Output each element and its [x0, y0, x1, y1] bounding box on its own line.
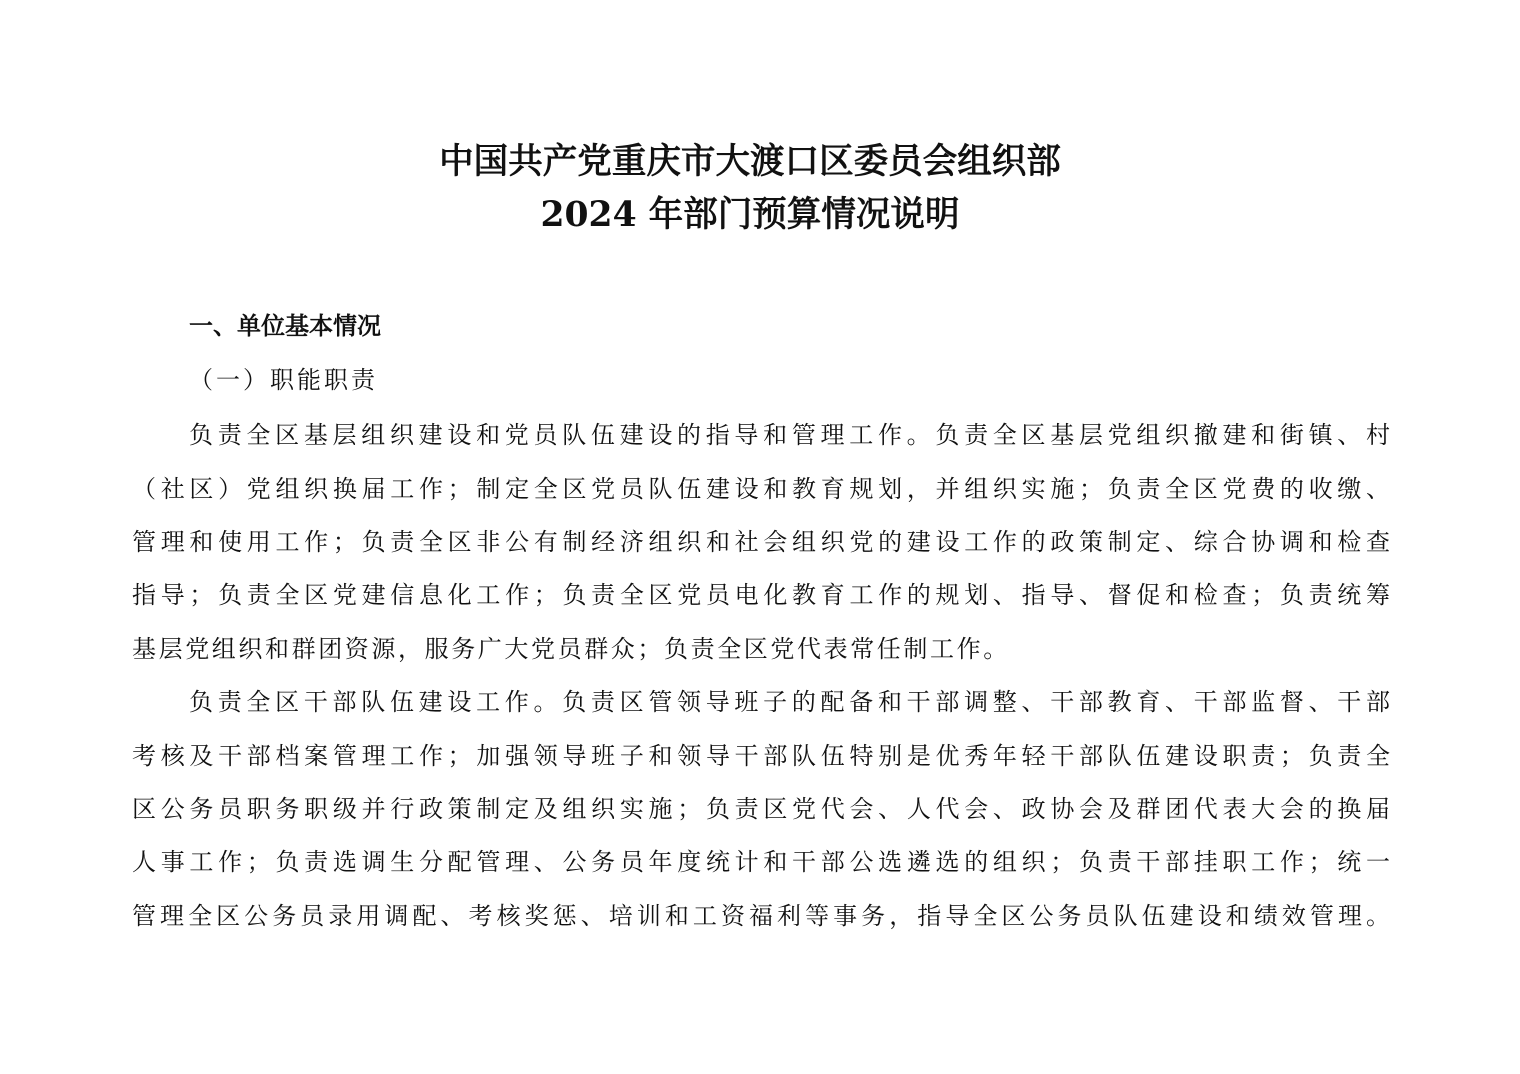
section-heading: 一、单位基本情况 — [189, 312, 381, 340]
paragraph-2-line-4: 人事工作；负责选调生分配管理、公务员年度统计和干部公选遴选的组织；负责干部挂职工作；统一 — [132, 848, 1390, 876]
document-title-line-2: 2024 年部门预算情况说明 — [540, 194, 960, 235]
paragraph-1-line-5: 基层党组织和群团资源，服务广大党员群众；负责全区党代表常任制工作。 — [132, 635, 1010, 663]
paragraph-2-line-2: 考核及干部档案管理工作；加强领导班子和领导干部队伍特别是优秀年轻干部队伍建设职责；负责全 — [132, 742, 1390, 770]
paragraph-2-line-1: 负责全区干部队伍建设工作。负责区管领导班子的配备和干部调整、干部教育、干部监督、干部 — [189, 688, 1390, 716]
paragraph-1-line-2: （社区）党组织换届工作；制定全区党员队伍建设和教育规划，并组织实施；负责全区党费的收缴、 — [132, 475, 1390, 503]
subsection-heading: （一）职能职责 — [189, 366, 378, 394]
paragraph-1-line-3: 管理和使用工作；负责全区非公有制经济组织和社会组织党的建设工作的政策制定、综合协调和检查 — [132, 528, 1390, 556]
paragraph-2-line-3: 区公务员职务职级并行政策制定及组织实施；负责区党代会、人代会、政协会及群团代表大会的换届 — [132, 795, 1390, 823]
document-title-line-1: 中国共产党重庆市大渡口区委员会组织部 — [439, 141, 1061, 182]
paragraph-1-line-1: 负责全区基层组织建设和党员队伍建设的指导和管理工作。负责全区基层党组织撤建和街镇、村 — [189, 421, 1390, 449]
paragraph-2-line-5: 管理全区公务员录用调配、考核奖惩、培训和工资福利等事务，指导全区公务员队伍建设和绩效管理。 — [132, 902, 1390, 930]
paragraph-1-line-4: 指导；负责全区党建信息化工作；负责全区党员电化教育工作的规划、指导、督促和检查；负责统筹 — [132, 581, 1390, 609]
